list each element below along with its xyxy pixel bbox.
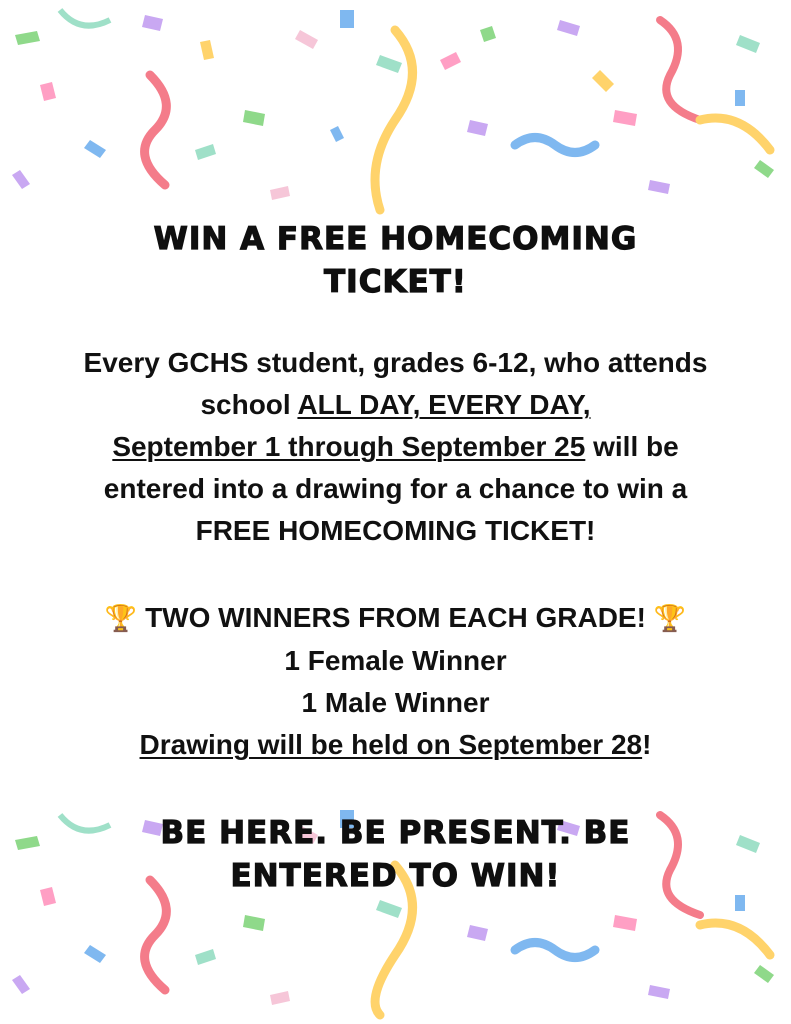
intro-line-5: FREE HOMECOMING TICKET! bbox=[195, 515, 596, 546]
intro-line-4: entered into a drawing for a chance to win a bbox=[103, 473, 688, 504]
all-day-every-day: ALL DAY, EVERY DAY, bbox=[297, 389, 591, 420]
date-range: September 1 through September 25 bbox=[112, 431, 586, 462]
drawing-date: Drawing will be held on September 28 bbox=[139, 729, 643, 760]
headline-top bbox=[0, 218, 791, 304]
male-winner: 1 Male Winner bbox=[301, 687, 490, 718]
drawing-date-punct: ! bbox=[642, 729, 652, 760]
headline-bottom-line-1: BE HERE. BE PRESENT. BE bbox=[160, 815, 631, 851]
female-winner: 1 Female Winner bbox=[284, 645, 507, 676]
intro-line-2-text: school bbox=[200, 389, 298, 420]
winners-heading-row bbox=[0, 597, 791, 640]
intro-paragraph bbox=[0, 342, 791, 552]
winners-heading: TWO WINNERS FROM EACH GRADE! bbox=[145, 602, 646, 633]
headline-top-line-1: WIN A FREE HOMECOMING bbox=[153, 221, 638, 257]
winners-section bbox=[0, 597, 791, 766]
trophy-icon: 🏆 bbox=[653, 604, 687, 634]
intro-line-3 bbox=[0, 426, 791, 468]
intro-line-1: Every GCHS student, grades 6-12, who attends bbox=[83, 347, 708, 378]
intro-line-2 bbox=[0, 384, 791, 426]
drawing-date-line bbox=[0, 724, 791, 766]
headline-top-line-2: TICKET! bbox=[324, 264, 467, 300]
headline-bottom bbox=[0, 812, 791, 898]
trophy-icon: 🏆 bbox=[104, 604, 138, 634]
headline-bottom-line-2: ENTERED TO WIN! bbox=[230, 858, 561, 894]
confetti-decoration-top bbox=[0, 0, 791, 215]
intro-line-3-text: will be bbox=[585, 431, 679, 462]
